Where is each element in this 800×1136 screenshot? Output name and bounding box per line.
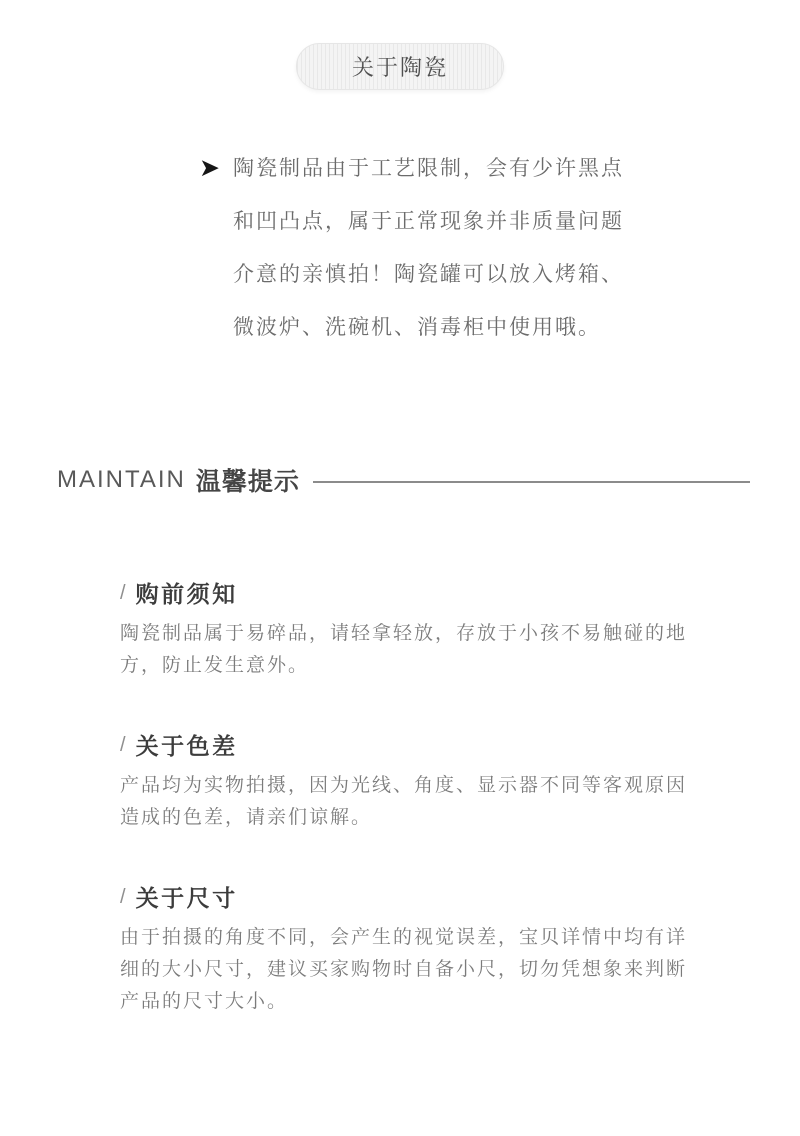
tip-heading-size bbox=[120, 884, 698, 912]
maintain-section-header bbox=[57, 464, 800, 496]
note-line-3: 介意的亲慎拍！陶瓷罐可以放入烤箱、 bbox=[232, 263, 624, 286]
maintain-header-zh: 温馨提示 bbox=[195, 468, 300, 496]
tips-sections bbox=[120, 580, 698, 1018]
maintain-header-en: MAINTAIN bbox=[57, 466, 186, 493]
tip-section-size bbox=[120, 884, 698, 1018]
tip-title-prepurchase: 购前须知 bbox=[135, 581, 238, 607]
about-ceramic-badge bbox=[296, 43, 504, 90]
slash-mark: / bbox=[120, 582, 126, 604]
header-rule-line bbox=[313, 481, 750, 483]
ceramic-note bbox=[199, 142, 800, 354]
slash-mark: / bbox=[120, 886, 126, 908]
about-ceramic-badge-label: 关于陶瓷 bbox=[351, 55, 448, 80]
tip-heading-prepurchase bbox=[120, 580, 698, 608]
tip-title-color-difference: 关于色差 bbox=[135, 733, 238, 759]
note-line-1: 陶瓷制品由于工艺限制，会有少许黑点 bbox=[232, 157, 624, 180]
tip-section-color-difference bbox=[120, 732, 698, 834]
tip-section-prepurchase bbox=[120, 580, 698, 682]
tip-body-prepurchase: 陶瓷制品属于易碎品，请轻拿轻放，存放于小孩不易触碰的地方，防止发生意外。 bbox=[120, 623, 688, 676]
note-line-2: 和凹凸点，属于正常现象并非质量问题 bbox=[232, 210, 624, 233]
tip-title-size: 关于尺寸 bbox=[135, 885, 238, 911]
note-line-4: 微波炉、洗碗机、消毒柜中使用哦。 bbox=[232, 316, 601, 339]
tip-heading-color-difference bbox=[120, 732, 698, 760]
tip-body-color-difference: 产品均为实物拍摄，因为光线、角度、显示器不同等客观原因造成的色差，请亲们谅解。 bbox=[120, 775, 688, 828]
ceramic-info-page bbox=[0, 43, 800, 1018]
slash-mark: / bbox=[120, 734, 126, 756]
ceramic-note-text bbox=[233, 142, 624, 354]
arrow-bullet-icon: ➤ bbox=[199, 154, 220, 182]
tip-body-size: 由于拍摄的角度不同，会产生的视觉误差，宝贝详情中均有详细的大小尺寸，建议买家购物时自备小尺，切勿凭想象来判断产品的尺寸大小。 bbox=[120, 927, 688, 1012]
